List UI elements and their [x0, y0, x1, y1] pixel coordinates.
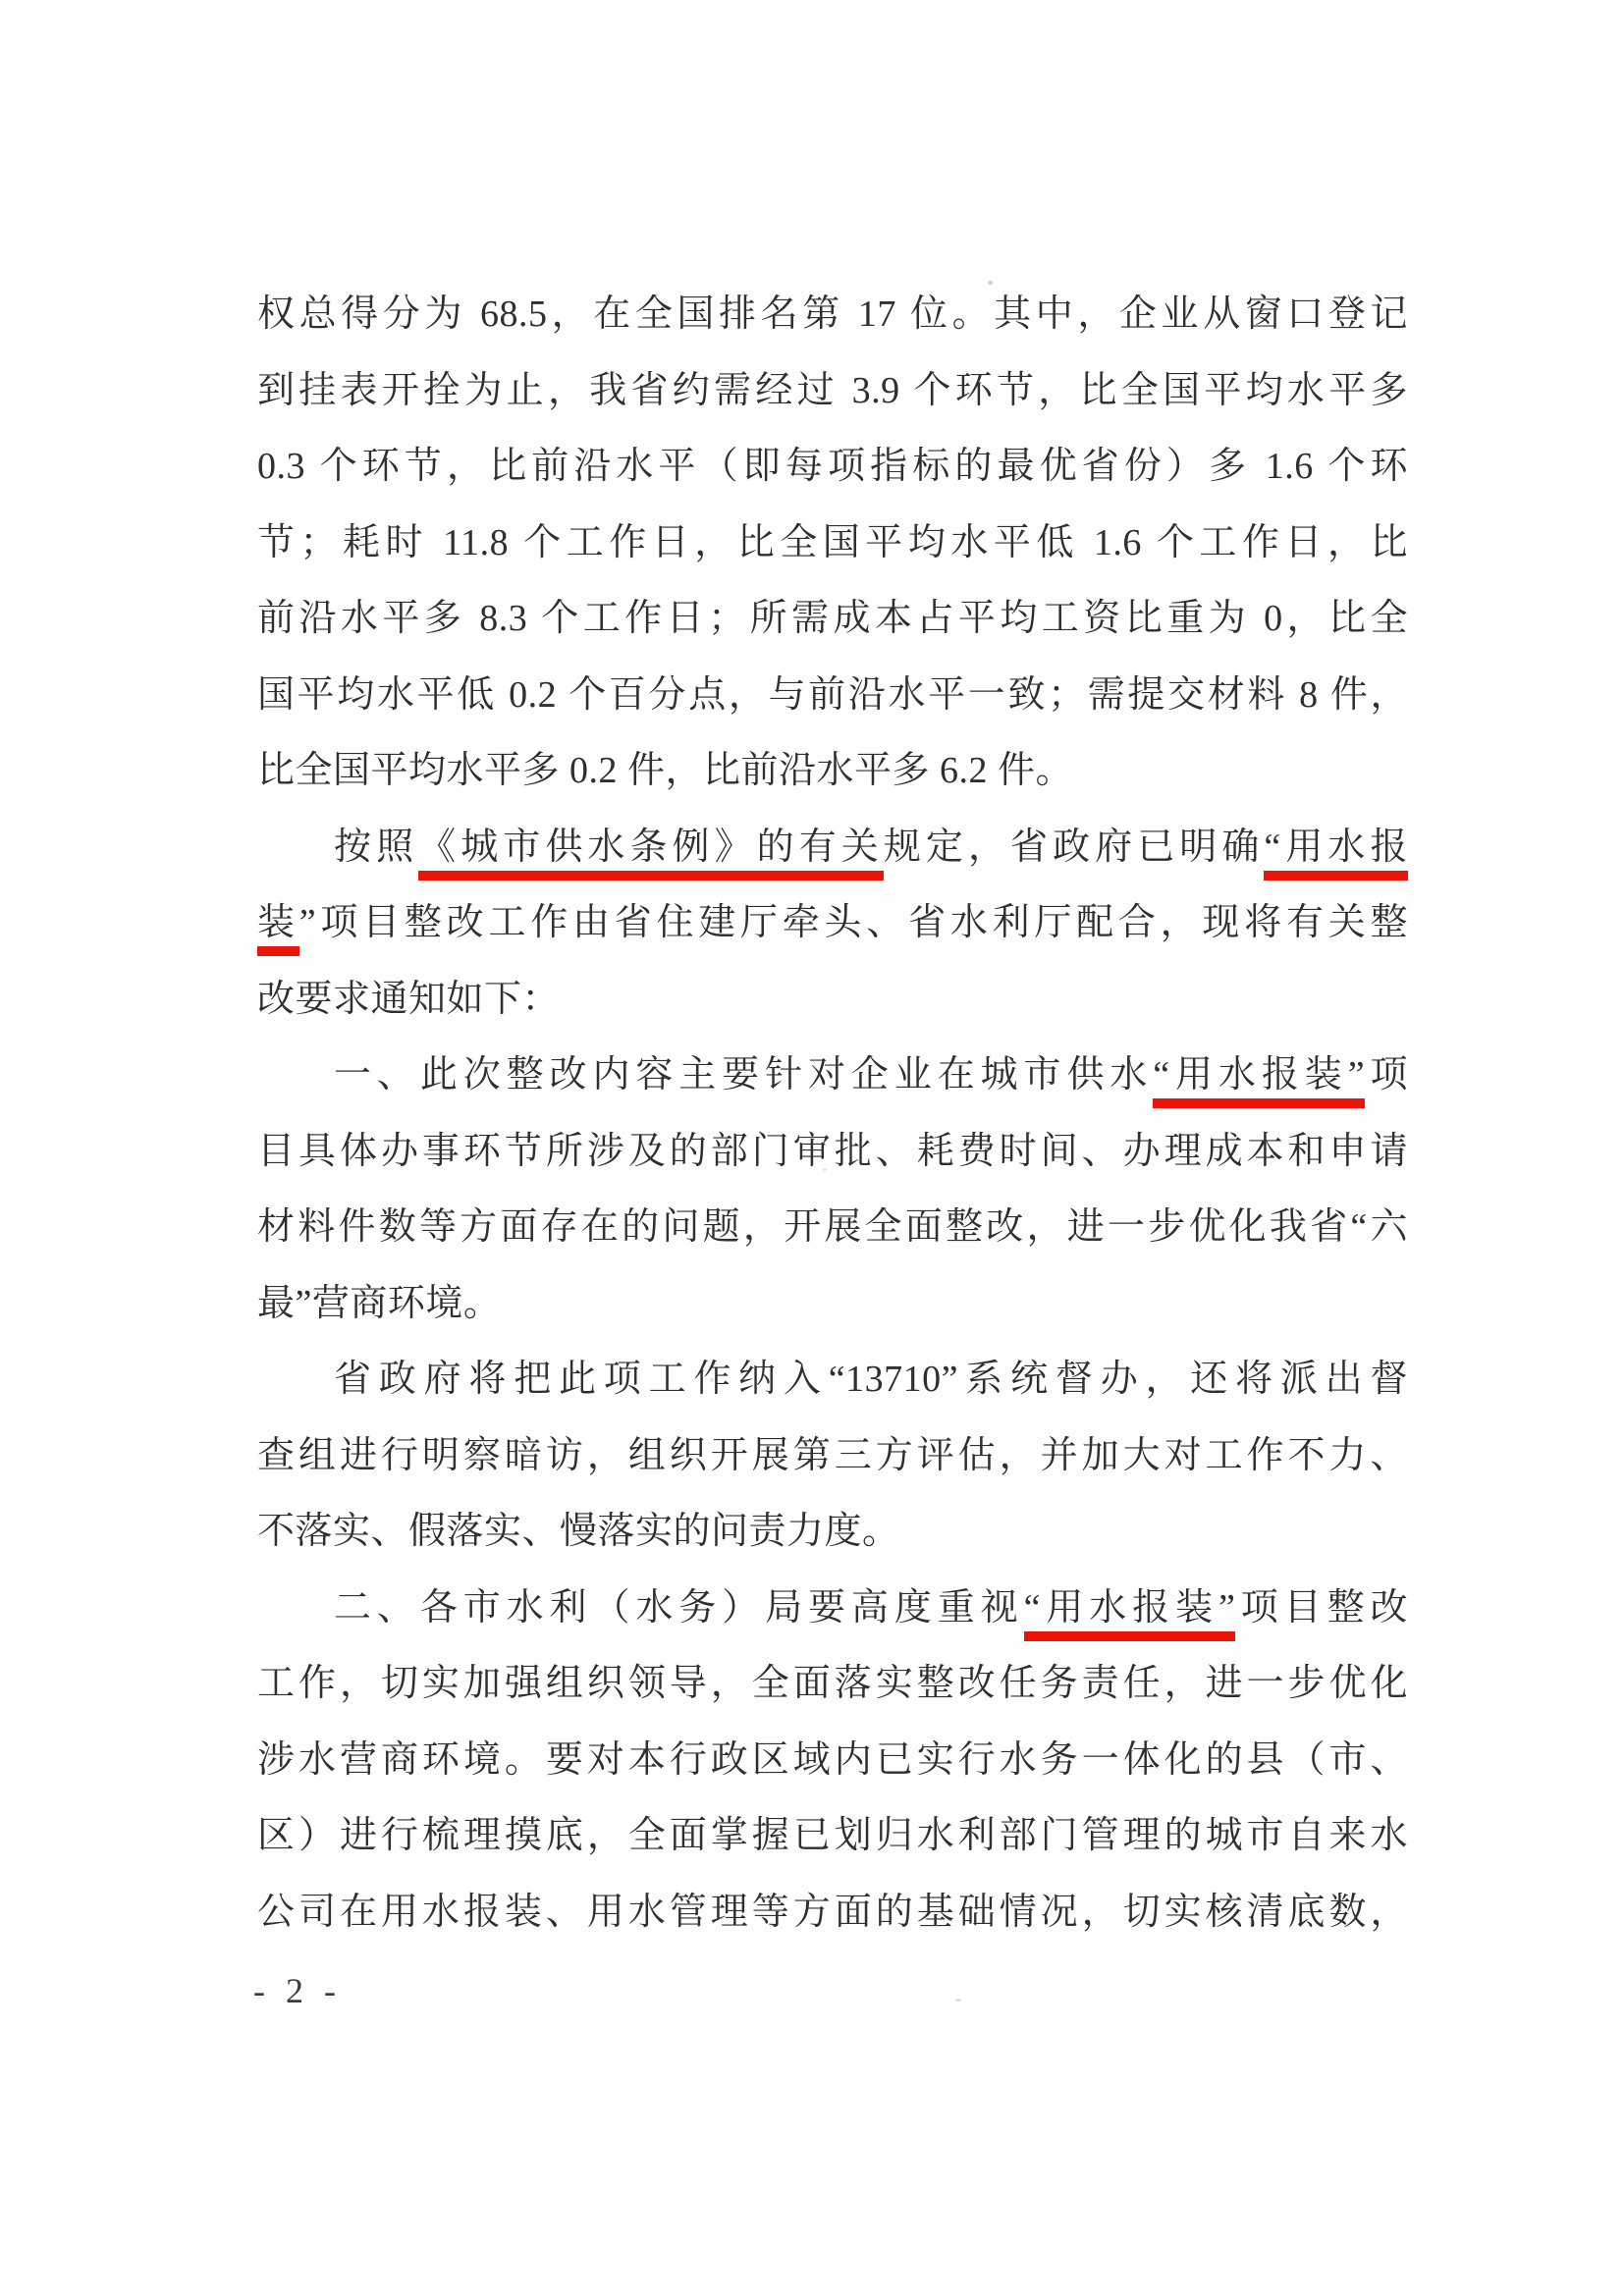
text-line — [257, 1723, 1408, 1799]
text-line — [257, 1038, 1408, 1114]
text-segment: 权总得分为 68.5，在全国排名第 17 位。其中，企业从窗口登记 — [257, 294, 1408, 335]
text-segment: 材料件数等方面存在的问题，开展全面整改，进一步优化我省“六 — [257, 1206, 1408, 1248]
paragraph — [257, 277, 1408, 810]
text-segment: 查组进行明察暗访，组织开展第三方评估，并加大对工作不力、 — [257, 1434, 1408, 1476]
text-line — [257, 1494, 1408, 1571]
scan-speck — [988, 281, 993, 285]
text-segment: ”项目整改工作由省住建厅牵头、省水利厅配合，现将有关整 — [298, 902, 1408, 943]
text-line — [257, 1571, 1408, 1647]
text-line — [257, 1646, 1408, 1723]
text-line — [257, 658, 1408, 734]
page-number: - 2 - — [253, 1971, 342, 2010]
text-line — [257, 1190, 1408, 1266]
text-line — [257, 581, 1408, 658]
text-segment: 工作，切实加强组织领导，全面落实整改任务责任，进一步优化 — [257, 1663, 1408, 1704]
text-line — [257, 1418, 1408, 1495]
text-line — [257, 1798, 1408, 1875]
scan-speck — [823, 1168, 827, 1171]
text-segment: 国平均水平低 0.2 个百分点，与前沿水平一致；需提交材料 8 件， — [257, 673, 1408, 716]
text-segment: 项目整改 — [1235, 1586, 1408, 1629]
paragraph — [257, 1342, 1408, 1571]
text-segment: 项 — [1365, 1054, 1408, 1095]
paragraph — [257, 1038, 1408, 1342]
text-line — [257, 506, 1408, 582]
text-segment: 二、各市水利（水务）局要高度重视 — [334, 1586, 1024, 1629]
text-segment: 最”营商环境。 — [257, 1282, 502, 1324]
text-line — [257, 1114, 1408, 1191]
text-line — [257, 277, 1408, 353]
text-segment: 0.3 个环节，比前沿水平（即每项指标的最优省份）多 1.6 个环 — [257, 446, 1408, 487]
scan-speck — [710, 1378, 714, 1382]
red-underlined-text: “用水报装” — [1153, 1054, 1365, 1108]
text-segment: 区）进行梳理摸底，全面掌握已划归水利部门管理的城市自来水 — [257, 1815, 1408, 1856]
paragraph — [257, 1571, 1408, 1951]
red-underlined-text: “用水报 — [1264, 827, 1408, 881]
text-segment: 到挂表开拴为止，我省约需经过 3.9 个环节，比全国平均水平多 — [257, 369, 1408, 411]
text-segment: 比全国平均水平多 0.2 件，比前沿水平多 6.2 件。 — [257, 750, 1074, 791]
red-underlined-text: 《城市供水条例》的有关 — [418, 827, 884, 881]
text-segment: 涉水营商环境。要对本行政区域内已实行水务一体化的县（市、 — [257, 1738, 1408, 1781]
text-line — [257, 962, 1408, 1039]
text-segment: 改要求通知如下： — [257, 978, 561, 1020]
text-line — [257, 429, 1408, 506]
text-segment: 一、此次整改内容主要针对企业在城市供水 — [334, 1054, 1154, 1095]
text-segment: 省政府将把此项工作纳入“13710”系统督办，还将派出督 — [334, 1359, 1408, 1400]
text-segment: 目具体办事环节所涉及的部门审批、耗费时间、办理成本和申请 — [257, 1130, 1408, 1172]
document-body — [257, 277, 1408, 1950]
text-segment: 前沿水平多 8.3 个工作日；所需成本占平均工资比重为 0，比全 — [257, 598, 1408, 639]
text-segment: 按照 — [334, 826, 419, 868]
text-line — [257, 733, 1408, 810]
text-line — [257, 353, 1408, 430]
text-segment: 不落实、假落实、慢落实的问责力度。 — [257, 1511, 900, 1552]
text-segment: 节；耗时 11.8 个工作日，比全国平均水平低 1.6 个工作日，比 — [257, 521, 1408, 563]
text-segment: 规定，省政府已明确 — [883, 826, 1265, 868]
text-segment: 公司在用水报装、用水管理等方面的基础情况，切实核清底数， — [257, 1891, 1408, 1933]
scan-speck — [955, 1999, 961, 2002]
red-underlined-text: 装 — [257, 902, 299, 956]
text-line — [257, 810, 1408, 886]
text-line — [257, 1342, 1408, 1418]
red-underlined-text: “用水报装” — [1024, 1587, 1236, 1641]
text-line — [257, 885, 1408, 962]
text-line — [257, 1266, 1408, 1343]
paragraph — [257, 810, 1408, 1039]
text-line — [257, 1875, 1408, 1951]
